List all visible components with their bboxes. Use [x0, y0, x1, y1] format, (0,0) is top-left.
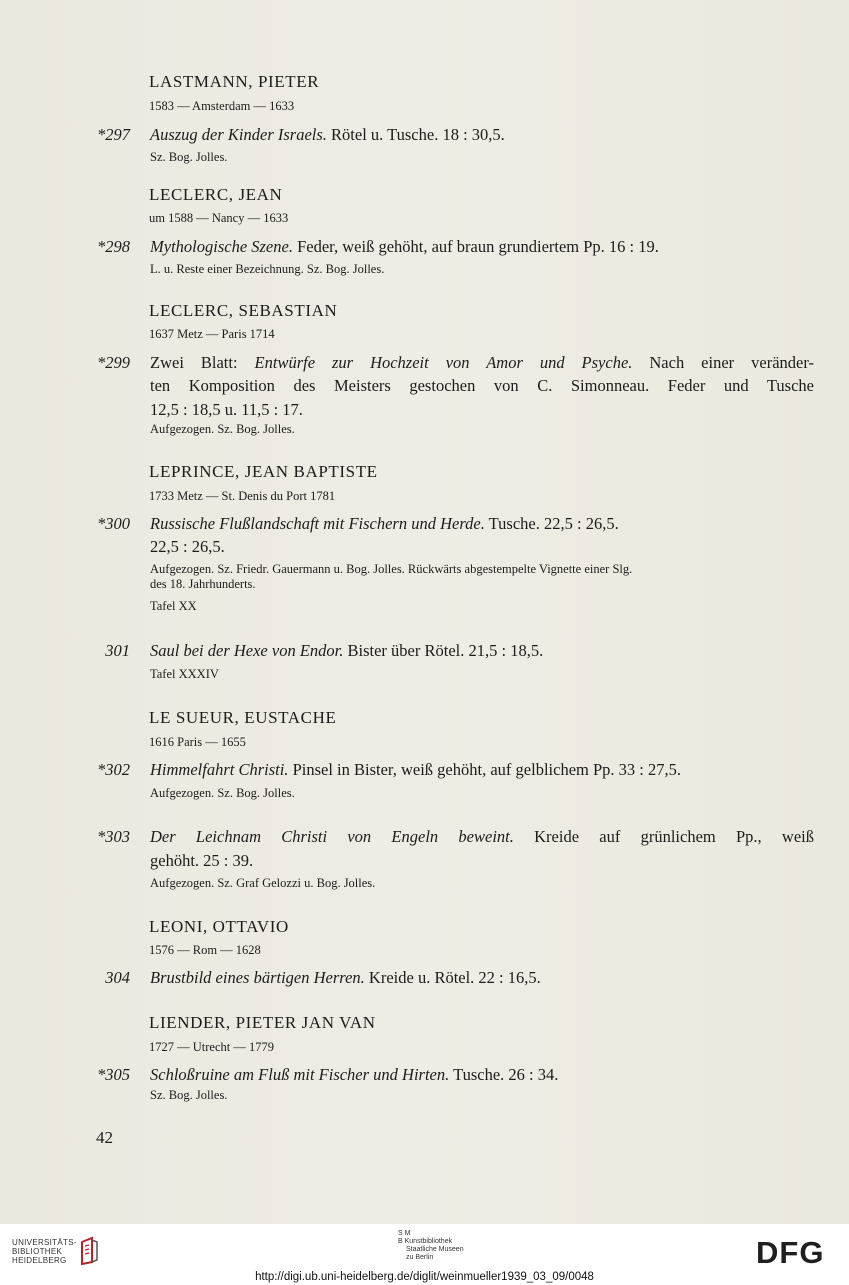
lot-details: Kreide auf grünlichem Pp., weiß [513, 827, 815, 846]
lot-title: Entwürfe zur Hochzeit von Amor und Psyche. [254, 353, 633, 372]
permalink-url[interactable]: http://digi.ub.uni-heidelberg.de/diglit/weinmueller1939_03_09/0048 [255, 1271, 594, 1283]
lot-prefix: Zwei Blatt: [150, 353, 255, 372]
lot-note: Aufgezogen. Sz. Graf Gelozzi u. Bog. Jolles. [150, 876, 376, 890]
lot-note: des 18. Jahrhunderts. [150, 577, 256, 591]
lot-description [150, 968, 541, 988]
lot-number: *298 [97, 237, 130, 256]
dfg-logo[interactable]: DFG [756, 1235, 825, 1270]
lot-details: Feder, weiß gehöht, auf braun grundiertem Pp. 16 : 19. [292, 237, 659, 256]
artist-name: LECLERC, JEAN [149, 185, 283, 204]
artist-name: LECLERC, SEBASTIAN [149, 301, 338, 320]
lot-number: *305 [97, 1065, 130, 1084]
smb-line: Staatliche Museen [406, 1246, 464, 1253]
lot-number: 301 [105, 641, 130, 660]
lot-description [150, 641, 543, 661]
lot-title: Schloßruine am Fluß mit Fischer und Hirten. [150, 1065, 450, 1084]
lot-note: Sz. Bog. Jolles. [150, 1088, 228, 1102]
artist-dates: 1637 Metz — Paris 1714 [149, 327, 275, 341]
uni-line: HEIDELBERG [12, 1256, 67, 1265]
lot-description [150, 514, 619, 534]
page-number: 42 [96, 1128, 113, 1147]
artist-dates: 1727 — Utrecht — 1779 [149, 1040, 274, 1054]
lot-title: Der Leichnam Christi von Engeln beweint. [150, 827, 514, 846]
lot-details: Rötel u. Tusche. 18 : 30,5. [326, 125, 505, 144]
artist-dates: um 1588 — Nancy — 1633 [149, 211, 289, 225]
lot-details: Nach einer veränder- [632, 353, 815, 372]
lot-title: Brustbild eines bärtigen Herren. [150, 968, 365, 987]
smb-line: S M [398, 1230, 411, 1237]
lot-note: Aufgezogen. Sz. Bog. Jolles. [150, 422, 295, 436]
viewer-footer [0, 1224, 849, 1285]
lot-title: Mythologische Szene. [150, 237, 293, 256]
artist-dates: 1576 — Rom — 1628 [149, 943, 261, 957]
lot-details: Bister über Rötel. 21,5 : 18,5. [343, 641, 544, 660]
lot-details: Pinsel in Bister, weiß gehöht, auf gelblichem Pp. 33 : 27,5. [288, 760, 681, 779]
lot-details: Tusche. 26 : 34. [449, 1065, 559, 1084]
artist-dates: 1616 Paris — 1655 [149, 735, 246, 749]
lot-number: *303 [97, 827, 130, 846]
plate-reference: Tafel XXXIV [150, 667, 219, 681]
lot-description-line: ten Komposition des Meisters gestochen von C. Simonneau. Feder und Tusche [150, 376, 814, 395]
artist-name: LE SUEUR, EUSTACHE [149, 708, 337, 727]
lot-number: 304 [105, 968, 130, 987]
lot-description [150, 827, 814, 847]
lot-description-line: 12,5 : 18,5 u. 11,5 : 17. [150, 400, 303, 419]
lot-title: Himmelfahrt Christi. [150, 760, 289, 779]
lot-title: Auszug der Kinder Israels. [150, 125, 327, 144]
artist-name: LEONI, OTTAVIO [149, 917, 289, 936]
uni-line: UNIVERSITÄTS- [12, 1238, 77, 1247]
lot-details: Tusche. 22,5 : 26,5. [484, 514, 619, 533]
lot-description [150, 125, 505, 145]
lot-number: *297 [97, 125, 130, 144]
artist-name: LIENDER, PIETER JAN VAN [149, 1013, 376, 1032]
lot-title: Russische Flußlandschaft mit Fischern und Herde. [150, 514, 485, 533]
lot-number: *302 [97, 760, 130, 779]
smb-kunstbibliothek-logo[interactable] [398, 1230, 464, 1262]
lot-description [150, 353, 814, 373]
artist-dates: 1583 — Amsterdam — 1633 [149, 99, 295, 113]
lot-description [150, 237, 659, 257]
lot-title: Saul bei der Hexe von Endor. [150, 641, 344, 660]
lot-description [150, 1065, 558, 1085]
lot-details: Kreide u. Rötel. 22 : 16,5. [364, 968, 541, 987]
lot-number: *300 [97, 514, 130, 533]
university-library-logo-text[interactable] [12, 1238, 77, 1265]
smb-line: B Kunstbibliothek [398, 1238, 453, 1245]
smb-line: zu Berlin [406, 1254, 434, 1261]
lot-note: Sz. Bog. Jolles. [150, 150, 228, 164]
university-library-icon[interactable] [78, 1236, 100, 1266]
lot-description-line: gehöht. 25 : 39. [150, 851, 254, 870]
lot-note: Aufgezogen. Sz. Friedr. Gauermann u. Bog. Jolles. Rückwärts abgestempelte Vignette einer Slg. [150, 562, 633, 576]
lot-description [150, 760, 681, 780]
uni-line: BIBLIOTHEK [12, 1247, 63, 1256]
artist-name: LASTMANN, PIETER [149, 72, 320, 91]
plate-reference: Tafel XX [150, 599, 197, 613]
artist-dates: 1733 Metz — St. Denis du Port 1781 [149, 489, 336, 503]
lot-number: *299 [97, 353, 130, 372]
lot-description-line: 22,5 : 26,5. [150, 537, 225, 556]
lot-note: Aufgezogen. Sz. Bog. Jolles. [150, 786, 295, 800]
lot-note: L. u. Reste einer Bezeichnung. Sz. Bog. Jolles. [150, 262, 385, 276]
artist-name: LEPRINCE, JEAN BAPTISTE [149, 462, 378, 481]
